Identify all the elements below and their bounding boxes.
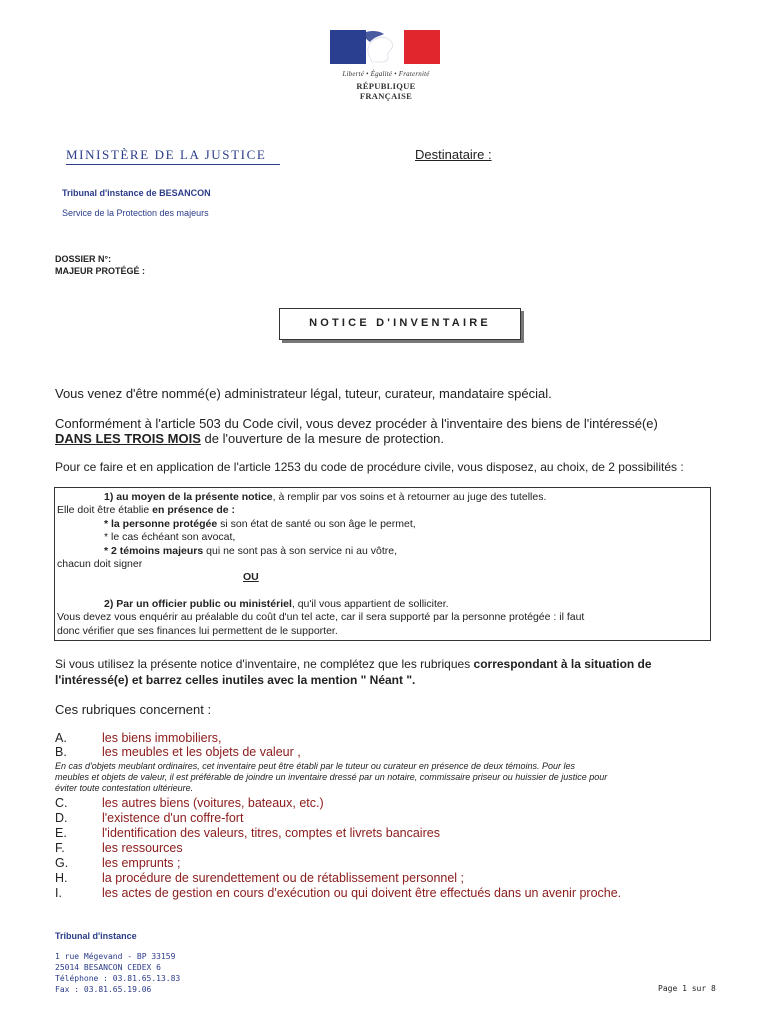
tricolor-flag: [330, 30, 440, 64]
rubriques-intro: Ces rubriques concernent :: [55, 702, 212, 717]
ministry-name: MINISTÈRE DE LA JUSTICE: [66, 147, 267, 162]
footer-address-line1: 1 rue Mégevand - BP 33159: [55, 952, 176, 961]
intro-paragraph: Vous venez d'être nommé(e) administrateur légal, tuteur, curateur, mandataire spécial.: [55, 386, 552, 401]
presence-lawyer: * le cas échéant son avocat,: [104, 531, 236, 543]
valuables-note-line1: En cas d'objets meublant ordinaires, cet inventaire peut être établi par le tuteur ou curateur en présence de deux témoins. Pour les: [55, 761, 576, 771]
presence-witnesses: * 2 témoins majeurs qui ne sont pas à son service ni au vôtre,: [104, 545, 397, 557]
usage-line1: Si vous utilisez la présente notice d'inventaire, ne complétez que les rubriques correspondant à la situation de: [55, 657, 652, 671]
option-2-line: 2) Par un officier public ou ministériel, qu'il vous appartient de solliciter.: [104, 598, 449, 610]
recipient-label: Destinataire :: [415, 147, 492, 162]
protected-adult-label: MAJEUR PROTÉGÉ :: [55, 266, 146, 276]
republic-name: RÉPUBLIQUE FRANÇAISE: [356, 81, 416, 101]
republic-motto: Liberté • Égalité • Fraternité: [342, 70, 430, 78]
deadline-emphasis: DANS LES TROIS MOIS: [55, 431, 201, 446]
sign-instruction: chacun doit signer: [57, 558, 143, 570]
or-separator: OU: [243, 571, 259, 583]
ministry-underline: [66, 164, 280, 165]
footer-phone: Téléphone : 03.81.65.13.83: [55, 974, 181, 983]
footer-fax: Fax : 03.81.65.19.06: [55, 985, 152, 994]
footer-tribunal: Tribunal d'instance: [55, 931, 137, 941]
article-1253-paragraph: Pour ce faire et en application de l'article 1253 du code de procédure civile, vous disposez, au choix, de 2 possibilités :: [55, 460, 684, 474]
option-1-line: 1) au moyen de la présente notice, à remplir par vos soins et à retourner au juge des tutelles.: [104, 491, 547, 503]
tribunal-name: Tribunal d'instance de BESANCON: [62, 188, 211, 198]
article-503-line1: Conformément à l'article 503 du Code civil, vous devez procéder à l'inventaire des biens de l'intéressé(e): [55, 416, 658, 431]
marianne-profile-icon: [358, 28, 398, 64]
valuables-note-line2: meubles et objets de valeur, il est préférable de joindre un inventaire dressé par un notaire, commissaire priseur ou huissier de justice pour: [55, 772, 608, 782]
dossier-number-label: DOSSIER N°:: [55, 254, 112, 264]
cost-note-line2: donc vérifier que ses finances lui permettent de le supporter.: [57, 625, 338, 637]
page-number: Page 1 sur 8: [658, 984, 716, 993]
valuables-note-line3: éviter toute contestation ultérieure.: [55, 783, 194, 793]
republique-francaise-logo: [330, 30, 442, 101]
presence-protected-person: * la personne protégée si son état de santé ou son âge le permet,: [104, 518, 416, 530]
cost-note-line1: Vous devez vous enquérir au préalable du coût d'un tel acte, car il sera supporté par la personne protégée : il faut: [57, 611, 585, 623]
article-503-line2: DANS LES TROIS MOIS de l'ouverture de la mesure de protection.: [55, 431, 445, 446]
usage-line2: l'intéressé(e) et barrez celles inutiles avec la mention " Néant ".: [55, 673, 416, 687]
service-name: Service de la Protection des majeurs: [62, 208, 209, 218]
document-title: NOTICE D'INVENTAIRE: [309, 317, 491, 329]
presence-line: Elle doit être établie en présence de :: [57, 504, 236, 516]
footer-address-line2: 25014 BESANCON CEDEX 6: [55, 963, 161, 972]
